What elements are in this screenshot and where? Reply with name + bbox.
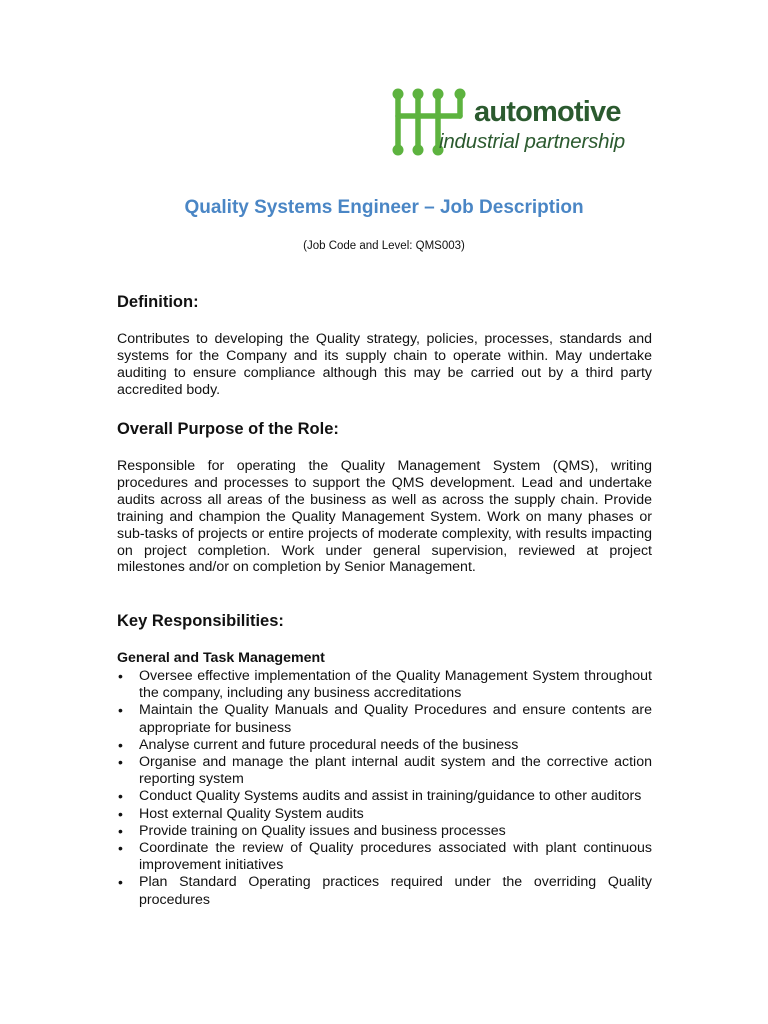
bullet-icon: • [118,874,123,891]
logo-wordmark-secondary: industrial partnership [439,130,625,153]
definition-heading: Definition: [117,293,199,311]
company-logo [382,86,658,158]
logo-wordmark-primary: automotive [474,96,621,128]
bullet-icon: • [118,668,123,684]
list-item: • Conduct Quality Systems audits and assist in training/guidance to other auditors [118,788,642,805]
list-item: • Organise and manage the plant internal audit system and the corrective action reporting system [118,754,652,788]
bullet-icon: • [118,702,123,719]
list-item: • Plan Standard Operating practices required under the overriding Quality procedures [118,874,652,908]
list-item: • Oversee effective implementation of the Quality Management System throughout the company, including any business accreditations [118,668,652,702]
bullet-icon: • [118,840,123,857]
list-item: • Maintain the Quality Manuals and Quality Procedures and ensure contents are appropriate for business [118,702,652,736]
list-item: • Coordinate the review of Quality procedures associated with plant continuous improvement initiatives [118,840,652,874]
responsibilities-heading: Key Responsibilities: [117,612,284,630]
bullet-icon: • [118,805,123,822]
bullet-icon: • [118,736,123,753]
bullet-icon: • [118,754,123,771]
purpose-heading: Overall Purpose of the Role: [117,420,339,438]
document-title: Quality Systems Engineer – Job Description [184,197,584,218]
definition-text: Contributes to developing the Quality strategy, policies, processes, standards and systems for the Company and its supply chain to operate within. May undertake auditing to ensure compliance although this may be carried out by a third party accredited body. [117,331,652,398]
purpose-text: Responsible for operating the Quality Management System (QMS), writing procedures and processes to support the QMS development. Lead and undertake audits across all areas of the business as well as across the supply chain. Provide training and champion the Quality Management System. Work on many phases or sub-tasks of projects or entire projects of moderate complexity, with results impacting on project completion. Work under general supervision, reviewed at project milestones and/or on completion by Senior Management. [117,458,652,576]
bullet-icon: • [118,788,123,805]
bullet-icon: • [118,822,123,839]
responsibilities-subheading: General and Task Management [117,650,325,666]
list-item: • Provide training on Quality issues and business processes [118,822,506,839]
responsibilities-list [117,668,652,909]
list-item: • Analyse current and future procedural needs of the business [118,736,519,753]
list-item: • Host external Quality System audits [118,805,364,822]
job-code: (Job Code and Level: QMS003) [303,240,465,252]
